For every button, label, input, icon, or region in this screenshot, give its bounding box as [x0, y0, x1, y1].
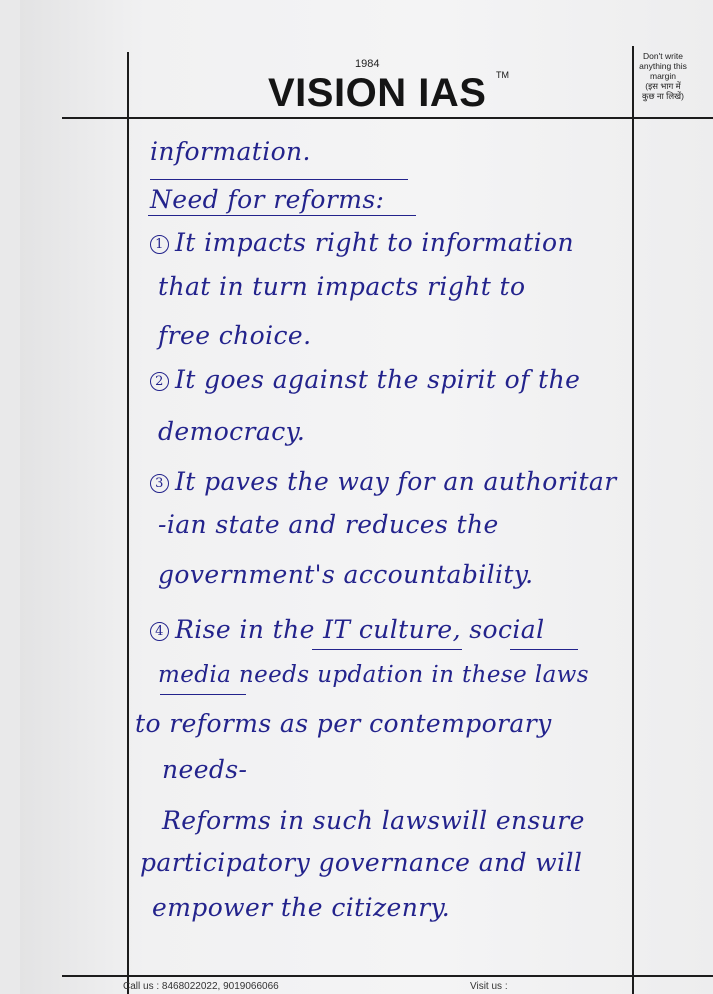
handwritten-line: needs-: [162, 755, 248, 784]
handwritten-line: to reforms as per contemporary: [135, 709, 552, 738]
handwritten-line: that in turn impacts right to: [158, 272, 526, 301]
conclusion-line: Reforms in such lawswill ensure: [162, 806, 585, 835]
point-2-line: [150, 365, 580, 394]
it-culture-underline: [312, 649, 462, 650]
handwritten-line: media needs updation in these laws: [158, 662, 589, 688]
social-underline: [510, 649, 578, 650]
margin-note-line: कुछ ना लिखें): [642, 91, 684, 101]
section-heading: Need for reforms:: [150, 185, 385, 214]
margin-note-line: Don't write: [643, 51, 683, 61]
point-1-line: [150, 228, 574, 257]
margin-instruction: [635, 51, 691, 101]
separator-line: [150, 179, 408, 180]
logo-year: 1984: [355, 58, 380, 70]
margin-note-line: margin: [650, 71, 676, 81]
margin-note-line: (इस भाग में: [645, 81, 681, 91]
point-4-line: [150, 615, 544, 644]
answer-sheet-page: [20, 0, 713, 994]
point-number-badge: 3: [150, 474, 169, 493]
footer-visit: Visit us :: [470, 981, 508, 992]
handwritten-line: -ian state and reduces the: [158, 510, 499, 539]
trademark: TM: [496, 70, 509, 80]
point-2-text: It goes against the spirit of the: [175, 365, 581, 394]
point-number-badge: 4: [150, 622, 169, 641]
left-margin-line: [127, 52, 129, 994]
handwritten-line: democracy.: [158, 417, 306, 446]
point-number-badge: 1: [150, 235, 169, 254]
handwritten-line: information.: [150, 137, 311, 166]
media-underline: [160, 694, 246, 695]
point-1-text: It impacts right to information: [175, 228, 574, 257]
header-rule: [62, 117, 713, 119]
conclusion-line: participatory governance and will: [140, 848, 583, 877]
point-4-text: Rise in the IT culture, social: [175, 615, 545, 644]
right-margin-line: [632, 46, 634, 994]
footer-rule: [62, 975, 713, 977]
point-number-badge: 2: [150, 372, 169, 391]
margin-note-line: anything this: [639, 61, 687, 71]
conclusion-line: empower the citizenry.: [152, 893, 451, 922]
brand-title: VISION IAS: [268, 71, 487, 115]
footer-contact: Call us : 8468022022, 9019066066: [123, 981, 279, 992]
heading-underline: [148, 215, 416, 216]
handwritten-line: government's accountability.: [158, 560, 534, 589]
handwritten-line: free choice.: [158, 321, 312, 350]
point-3-line: [150, 467, 617, 496]
point-3-text: It paves the way for an authoritar: [175, 467, 617, 496]
